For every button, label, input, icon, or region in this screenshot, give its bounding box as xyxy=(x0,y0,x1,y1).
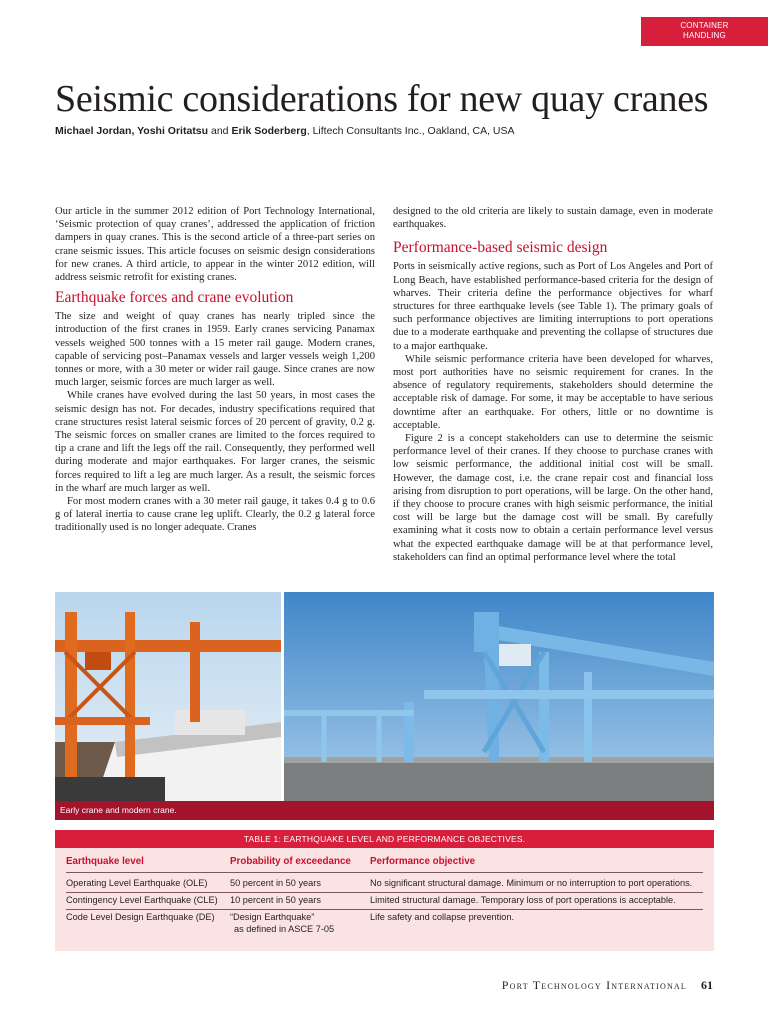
section-heading-earthquake-forces: Earthquake forces and crane evolution xyxy=(55,289,294,307)
table-earthquake-levels xyxy=(55,830,714,951)
figure-crane-photos xyxy=(55,592,714,820)
section-heading-performance-based: Performance-based seismic design xyxy=(393,239,608,257)
table-title: TABLE 1: EARTHQUAKE LEVEL AND PERFORMANCE OBJECTIVES. xyxy=(55,830,714,848)
table-cell xyxy=(230,911,366,935)
early-crane-photo xyxy=(55,592,281,801)
section-tag-line2: HANDLING xyxy=(683,31,726,40)
body-paragraph: Figure 2 is a concept stakeholders can use to determine the seismic performance level of their cranes. If they choose to purchase cranes with low seismic performance, the additional initial cost will be small. However, the damage cost, i.e. the crane repair cost and financial loss arising from disruption to port operations, will be large. On the other hand, if they choose to procure cranes with high seismic performance, the initial cost will be large but the damage cost will be small. By carefully examining what it costs now to obtain a certain performance level versus what the expected earthquake damage will be at that performance level, stakeholders can find an optimal performance level where the total xyxy=(393,433,713,563)
table-cell: Operating Level Earthquake (OLE) xyxy=(66,878,208,888)
table-cell: 50 percent in 50 years xyxy=(230,878,321,888)
page-number: 61 xyxy=(701,978,713,992)
byline-authors: Michael Jordan, Yoshi Oritatsu xyxy=(55,125,209,137)
body-paragraph: designed to the old criteria are likely to sustain damage, even in moderate earthquakes. xyxy=(393,206,713,231)
right-column xyxy=(393,205,713,564)
table-cell: 10 percent in 50 years xyxy=(230,895,321,905)
section-tag-line1: CONTAINER xyxy=(680,21,729,30)
body-paragraph: While seismic performance criteria have been developed for wharves, most port authorities have no seismic requirement for cranes. In the absence of regulatory requirements, stakeholders should determine the acceptable risk of damage. For some, it may be acceptable to have serious downtime after an earthquake. For others, little or no downtime is acceptable. xyxy=(393,353,713,431)
table-rule xyxy=(66,909,703,910)
body-paragraph: Ports in seismically active regions, such as Port of Los Angeles and Port of Long Beach, have established performance-based criteria for the design of wharves. Their criteria define the performance objectives for wharf structures for three earthquake levels (see Table 1). The primary goals of such performance objectives are limiting interruptions to port operations due to a moderate earthquake and preventing the collapse of structures due to a major earthquake. xyxy=(393,261,713,352)
left-column xyxy=(55,205,375,535)
table-header-cell: Performance objective xyxy=(370,856,476,867)
body-paragraph: While cranes have evolved during the last 50 years, in most cases the seismic design has not. For decades, industry specifications required that crane structures resist lateral seismic forces of 20 percent of gravity, 0.2 g. The seismic forces on smaller cranes are limited to the forces required to tip a crane and lift the legs off the rail. Consequently, they performed well during moderate and major earthquakes. For larger cranes, the seismic forces required to lift a leg are much larger. As a result, the seismic forces in the wharf are much larger as well. xyxy=(55,390,375,494)
table-cell: Life safety and collapse prevention. xyxy=(370,912,515,922)
figure-caption: Early crane and modern crane. xyxy=(55,801,714,820)
page-footer xyxy=(502,978,713,993)
article-title: Seismic considerations for new quay cranes xyxy=(55,78,709,120)
table-cell: No significant structural damage. Minimum or no interruption to port operations. xyxy=(370,878,693,888)
publication-name: Port Technology International xyxy=(501,978,687,992)
modern-crane-photo xyxy=(284,592,714,801)
table-cell-line: as defined in ASCE 7-05 xyxy=(234,924,335,934)
byline-author3: Erik Soderberg xyxy=(231,125,307,137)
body-paragraph: For most modern cranes with a 30 meter rail gauge, it takes 0.4 g to 0.6 g of lateral inertia to cause crane leg uplift. Clearly, the 0.2 g lateral force traditionally used is no longer adequate. Cranes xyxy=(55,496,375,534)
byline xyxy=(55,124,735,138)
table-cell: Contingency Level Earthquake (CLE) xyxy=(66,895,218,905)
modern-crane-illustration xyxy=(284,592,714,801)
byline-and: and xyxy=(211,125,229,137)
section-tag xyxy=(641,17,768,46)
intro-paragraph: Our article in the summer 2012 edition of Port Technology International, ‘Seismic protection of quay cranes’, addressed the application of friction dampers in quay cranes. This is the second article of a three-part series on crane seismic issues. This article focuses on seismic design considerations for new cranes. A third article, to appear in the winter 2012 edition, will address seismic retrofit for existing cranes. xyxy=(55,206,375,284)
table-cell-line: “Design Earthquake” xyxy=(230,912,315,922)
table-rule xyxy=(66,872,703,873)
early-crane-illustration xyxy=(55,592,281,801)
byline-affiliation: , Liftech Consultants Inc., Oakland, CA, USA xyxy=(306,125,515,137)
table-rule xyxy=(66,892,703,893)
table-header-cell: Earthquake level xyxy=(66,856,144,867)
table-cell: Code Level Design Earthquake (DE) xyxy=(66,912,215,922)
table-cell: Limited structural damage. Temporary loss of port operations is acceptable. xyxy=(370,895,676,905)
table-header-cell: Probability of exceedance xyxy=(230,856,351,867)
body-paragraph: The size and weight of quay cranes has nearly tripled since the introduction of the first cranes in 1959. Early cranes servicing Panamax vessels weighed 500 tonnes with a 15 meter rail gauge. Modern cranes, capable of servicing post–Panamax vessels and larger vessels weigh 1,200 tonnes or more, with a 30 meter or wider rail gauge. Since cranes are now much larger, seismic forces are much larger as well. xyxy=(55,311,375,389)
